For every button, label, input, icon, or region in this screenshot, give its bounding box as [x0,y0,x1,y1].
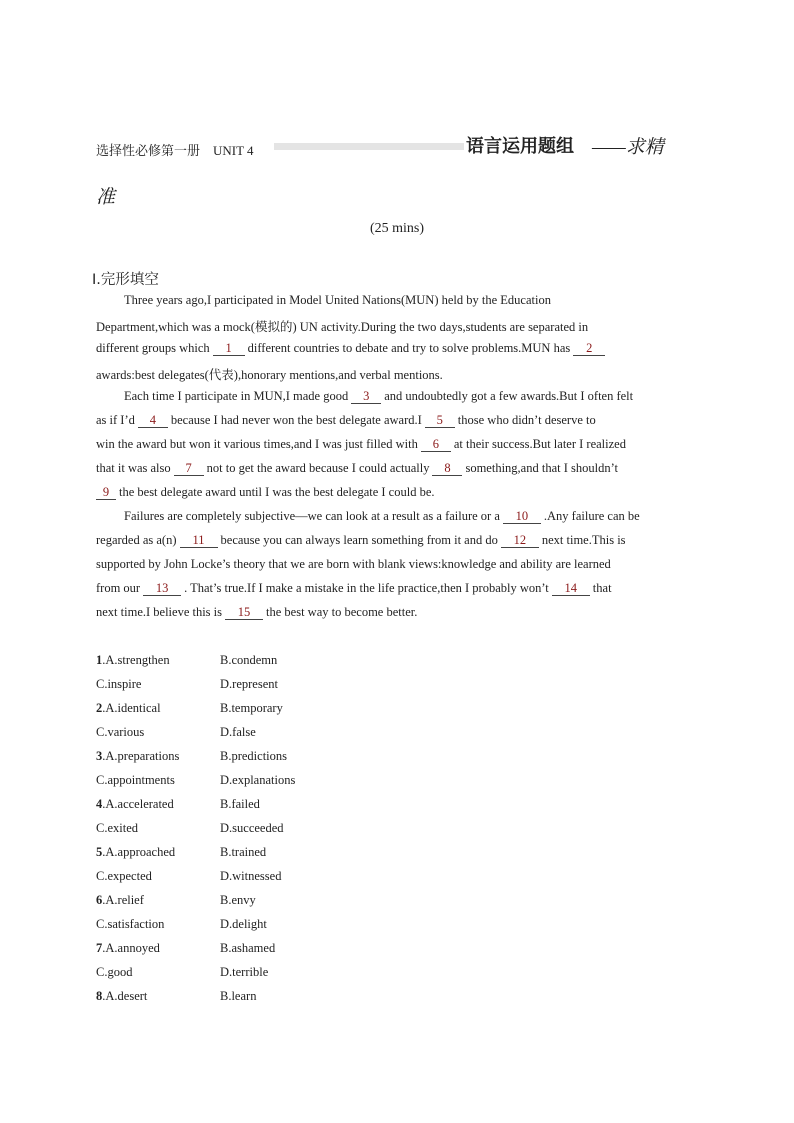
passage-line: Three years ago,I participated in Model United Nations(MUN) held by the Education [124,293,551,307]
page-title: 语言运用题组 [466,136,574,157]
passage-line: as if I’d 4 because I had never won the best delegate award.I 5 those who didn’t deserve to [96,413,596,427]
blank-9[interactable]: 9 [96,485,116,500]
passage-line: from our 13 . That’s true.If I make a mistake in the life practice,then I probably won’t 14 that [96,581,612,595]
option-d[interactable]: D.succeeded [220,821,284,835]
option-c[interactable]: C.appointments [96,773,175,787]
option-a[interactable]: 1.A.strengthen [96,653,170,667]
blank-10[interactable]: 10 [503,509,541,524]
option-c[interactable]: C.inspire [96,677,142,691]
blank-8[interactable]: 8 [432,461,462,476]
option-c[interactable]: C.expected [96,869,152,883]
option-c[interactable]: C.satisfaction [96,917,165,931]
passage-line: Department,which was a mock(模拟的) UN activity.During the two days,students are separated in [96,320,589,334]
option-d[interactable]: D.false [220,725,256,739]
option-b[interactable]: B.learn [220,989,257,1003]
option-a[interactable]: 2.A.identical [96,701,161,715]
option-b[interactable]: B.ashamed [220,941,276,955]
blank-5[interactable]: 5 [425,413,455,428]
header-divider-bar [274,143,464,150]
option-b[interactable]: B.failed [220,797,260,811]
passage-line: supported by John Locke’s theory that we are born with blank views:knowledge and ability are learned [96,557,611,571]
section-title: Ⅰ.完形填空 [92,272,159,288]
option-b[interactable]: B.temporary [220,701,283,715]
page-subtitle: ——求精 [592,137,664,158]
passage-line: awards:best delegates(代表),honorary mentions,and verbal mentions. [96,368,443,382]
passage-line: that it was also 7 not to get the award because I could actually 8 something,and that I shouldn’t [96,461,619,475]
time-limit: (25 mins) [369,221,425,236]
blank-3[interactable]: 3 [351,389,381,404]
option-a[interactable]: 8.A.desert [96,989,148,1003]
option-d[interactable]: D.represent [220,677,278,691]
option-b[interactable]: B.envy [220,893,256,907]
option-d[interactable]: D.explanations [220,773,296,787]
option-b[interactable]: B.trained [220,845,267,859]
passage-line: regarded as a(n) 11 because you can always learn something from it and do 12 next time.This is [96,533,626,547]
blank-1[interactable]: 1 [213,341,245,356]
passage-line: win the award but won it various times,and I was just filled with 6 at their success.But later I realized [96,437,626,451]
blank-14[interactable]: 14 [552,581,590,596]
passage-line: Each time I participate in MUN,I made good 3 and undoubtedly got a few awards.But I often felt [124,389,634,403]
passage-line: different groups which 1 different countries to debate and try to solve problems.MUN has 2 [96,341,608,356]
blank-2[interactable]: 2 [573,341,605,356]
blank-4[interactable]: 4 [138,413,168,428]
option-c[interactable]: C.exited [96,821,139,835]
blank-6[interactable]: 6 [421,437,451,452]
option-a[interactable]: 3.A.preparations [96,749,180,763]
option-b[interactable]: B.condemn [220,653,278,667]
book-unit-label: 选择性必修第一册 UNIT 4 [96,143,254,158]
blank-11[interactable]: 11 [180,533,218,548]
passage-line: next time.I believe this is 15 the best way to become better. [96,605,418,619]
passage-line: Failures are completely subjective—we can look at a result as a failure or a 10 .Any failure can be [124,509,640,523]
option-a[interactable]: 5.A.approached [96,845,176,859]
blank-13[interactable]: 13 [143,581,181,596]
option-d[interactable]: D.delight [220,917,267,931]
option-a[interactable]: 4.A.accelerated [96,797,174,811]
option-c[interactable]: C.good [96,965,133,979]
option-d[interactable]: D.terrible [220,965,269,979]
option-b[interactable]: B.predictions [220,749,288,763]
blank-7[interactable]: 7 [174,461,204,476]
blank-15[interactable]: 15 [225,605,263,620]
page-subtitle-wrap: 准 [96,187,116,208]
option-d[interactable]: D.witnessed [220,869,282,883]
option-a[interactable]: 6.A.relief [96,893,144,907]
option-c[interactable]: C.various [96,725,145,739]
option-a[interactable]: 7.A.annoyed [96,941,160,955]
blank-12[interactable]: 12 [501,533,539,548]
passage-line: 9 the best delegate award until I was the best delegate I could be. [96,485,435,500]
